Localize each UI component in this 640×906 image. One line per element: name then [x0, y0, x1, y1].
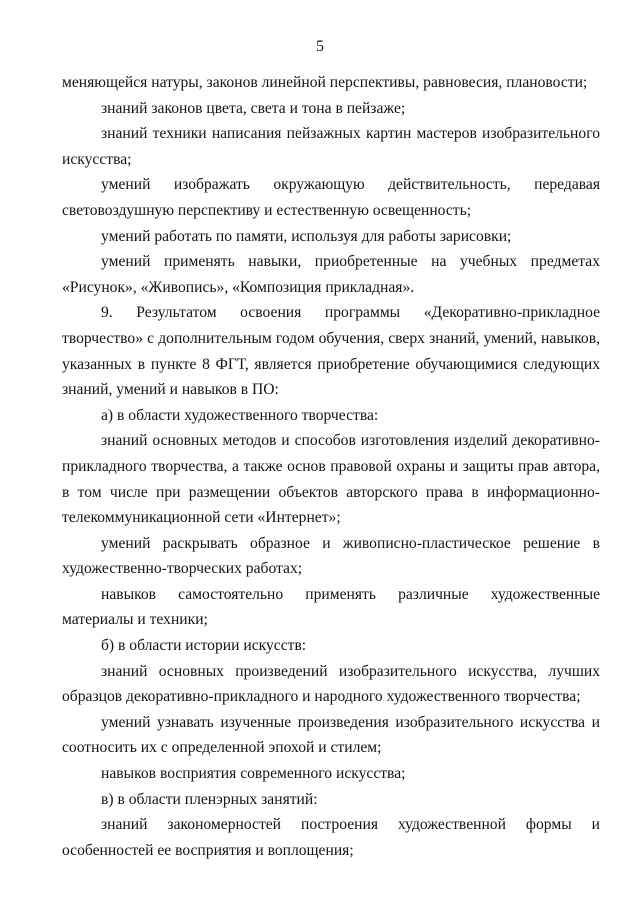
page-number: 5	[316, 38, 324, 55]
subsection-heading: а) в области художественного творчества:	[101, 406, 379, 424]
paragraph: знаний законов цвета, света и тона в пейзаже;	[101, 99, 406, 117]
paragraph: умений узнавать изученные произведения изобразительного искусства и соотносить их с определенной эпохой и стилем;	[62, 713, 600, 757]
paragraph: умений раскрывать образное и живописно-пластическое решение в художественно-творческих работах;	[62, 534, 600, 578]
paragraph: умений изображать окружающую действительность, передавая световоздушную перспективу и естественную освещенность;	[62, 176, 600, 219]
body-text	[62, 70, 600, 863]
paragraph: навыков самостоятельно применять различные художественные материалы и техники;	[62, 585, 600, 629]
paragraph: знаний закономерностей построения художественной формы и особенностей ее восприятия и воплощения;	[62, 816, 600, 859]
paragraph: знаний основных методов и способов изготовления изделий декоративно-прикладного творчества, а также основ правовой охраны и защиты прав автора, в том числе при размещении объектов авторского права в информационно-телекоммуникационной сети «Интернет»;	[62, 432, 600, 527]
paragraph: умений работать по памяти, используя для работы зарисовки;	[101, 227, 512, 245]
paragraph: знаний основных произведений изобразительного искусства, лучших образцов декоративно-прикладного и народного художественного творчества;	[62, 662, 600, 706]
paragraph: умений применять навыки, приобретенные на учебных предметах «Рисунок», «Живопись», «Композиция прикладная».	[62, 253, 600, 296]
paragraph-continuation: меняющейся натуры, законов линейной перспективы, равновесия, плановости;	[62, 74, 588, 91]
numbered-paragraph: 9. Результатом освоения программы «Декоративно-прикладное творчество» с дополнительным годом обучения, сверх знаний, умений, навыков, указанных в пункте 8 ФГТ, является приобретение обучающимися следующих знаний, умений и навыков в ПО:	[62, 304, 600, 399]
paragraph: навыков восприятия современного искусства;	[101, 765, 406, 783]
subsection-heading: б) в области истории искусств:	[101, 637, 307, 655]
subsection-heading: в) в области пленэрных занятий:	[101, 790, 318, 808]
paragraph: знаний техники написания пейзажных картин мастеров изобразительного искусства;	[62, 125, 600, 168]
